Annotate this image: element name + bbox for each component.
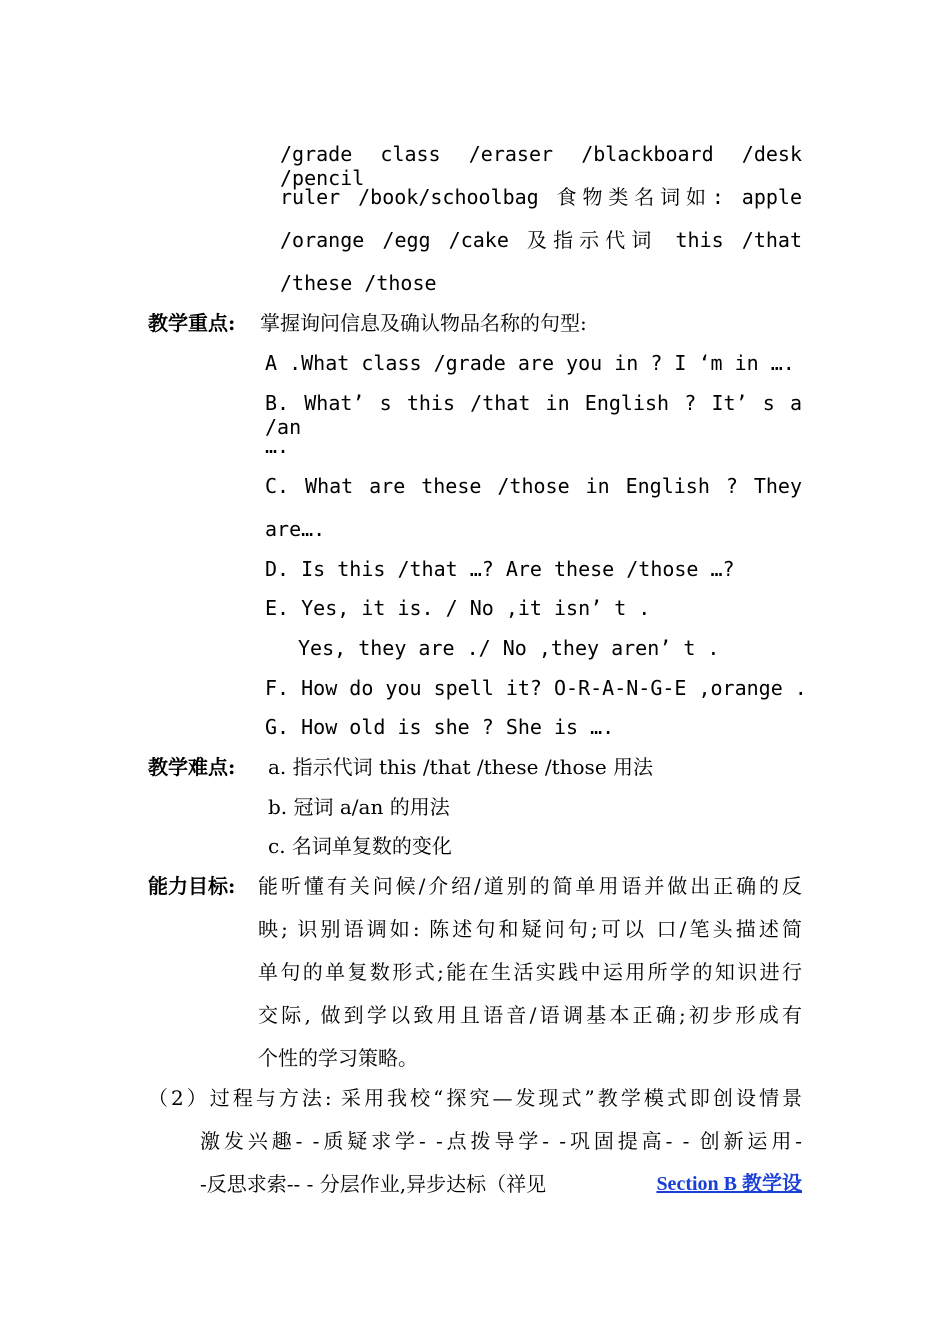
difficulty-b: b. 冠词 a/an 的用法 bbox=[268, 795, 450, 819]
key-points-label: 教学重点: bbox=[148, 311, 236, 335]
ability-line-5: 个性的学习策略。 bbox=[258, 1046, 418, 1070]
vocab-line-3: /orange /egg /cake 及指示代词 this /that bbox=[280, 228, 802, 252]
process-line-1: （2）过程与方法: 采用我校“探究—发现式”教学模式即创设情景 bbox=[148, 1086, 802, 1110]
difficulty-c: c. 名词单复数的变化 bbox=[268, 834, 452, 858]
key-point-e-line-2: Yes, they are ./ No ,they aren’ t . bbox=[298, 636, 720, 660]
vocab-line-4: /these /those bbox=[280, 271, 437, 295]
key-point-g: G. How old is she ? She is …. bbox=[265, 715, 615, 739]
key-points-intro: 掌握询问信息及确认物品名称的句型: bbox=[260, 311, 587, 335]
key-point-b-line-2: …. bbox=[265, 434, 290, 458]
ability-line-2: 映; 识别语调如: 陈述句和疑问句;可以 口/笔头描述简 bbox=[258, 917, 802, 941]
key-point-a: A .What class /grade are you in ? I ‘m in …. bbox=[265, 351, 795, 375]
difficulty-a: a. 指示代词 this /that /these /those 用法 bbox=[268, 755, 654, 779]
key-point-d: D. Is this /that …? Are these /those …? bbox=[265, 557, 735, 581]
process-line-3-text: -反思求索-- - 分层作业,异步达标（祥见 bbox=[200, 1172, 547, 1196]
ability-line-4: 交际, 做到学以致用且语音/语调基本正确;初步形成有 bbox=[258, 1003, 802, 1027]
key-point-c-line-1: C. What are these /those in English ? They bbox=[265, 474, 802, 498]
process-line-2: 激发兴趣- -质疑求学- -点拨导学- -巩固提高- - 创新运用- bbox=[200, 1129, 802, 1153]
key-point-f: F. How do you spell it? O-R-A-N-G-E ,orange . bbox=[265, 676, 807, 700]
vocab-line-2: ruler /book/schoolbag 食物类名词如: apple bbox=[280, 185, 802, 209]
process-line-3 bbox=[200, 1172, 802, 1196]
key-point-c-line-2: are…. bbox=[265, 517, 326, 541]
ability-label: 能力目标: bbox=[148, 874, 236, 898]
key-point-e-line-1: E. Yes, it is. / No ,it isn’ t . bbox=[265, 596, 651, 620]
vocab-line-1: /grade class /eraser /blackboard /desk /pencil bbox=[280, 142, 802, 190]
ability-line-3: 单句的单复数形式;能在生活实践中运用所学的知识进行 bbox=[258, 960, 802, 984]
ability-line-1: 能听懂有关问候/介绍/道别的简单用语并做出正确的反 bbox=[258, 874, 802, 898]
key-point-b-line-1: B. What’ s this /that in English ? It’ s a /an bbox=[265, 391, 802, 439]
difficulties-label: 教学难点: bbox=[148, 755, 236, 779]
section-b-link[interactable]: Section B 教学设 bbox=[656, 1173, 802, 1195]
